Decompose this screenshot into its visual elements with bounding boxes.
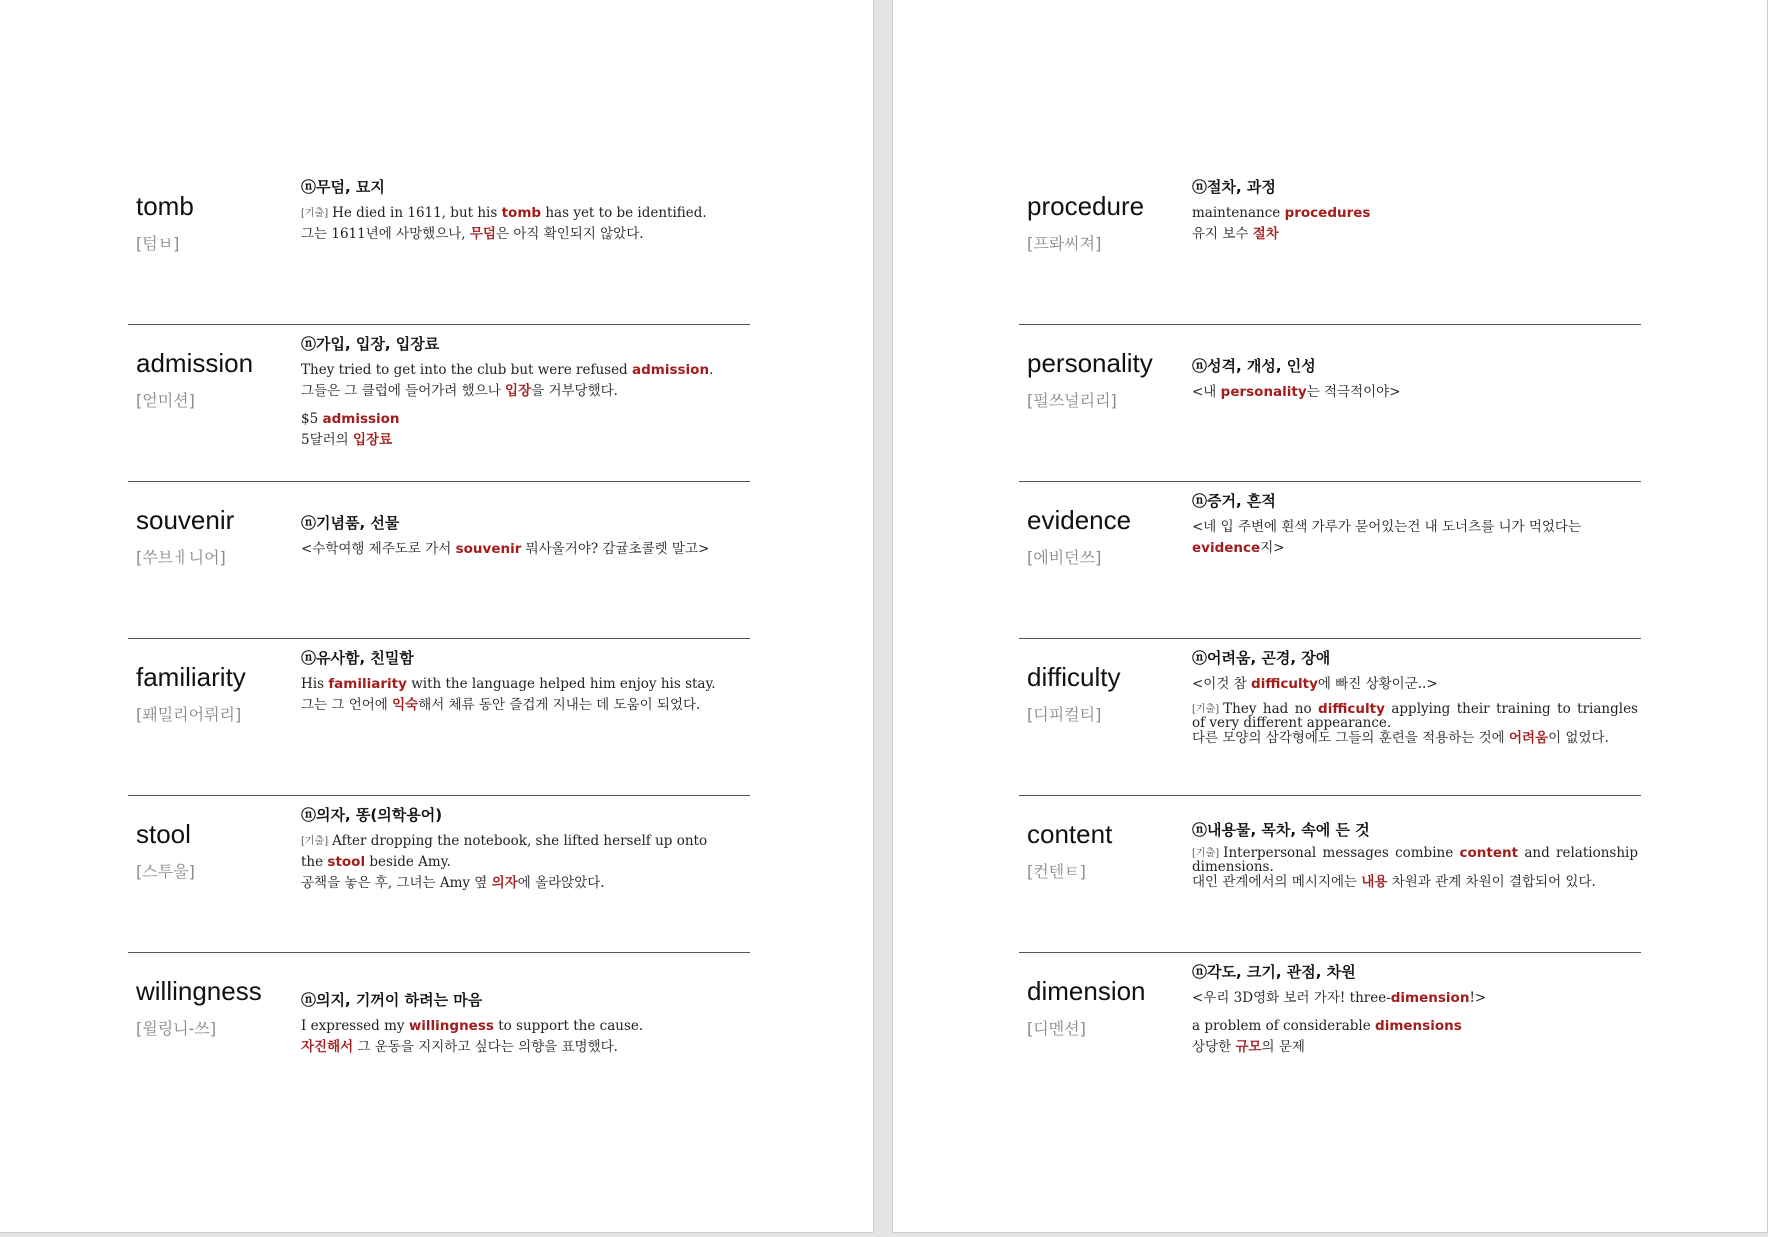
left-page: [0, 0, 874, 1233]
headword: willingness: [136, 976, 262, 1006]
highlighted-word: 자진해서: [301, 1038, 354, 1055]
example-line: [301, 695, 747, 716]
pronunciation: [얻미션]: [136, 390, 195, 410]
vocab-entry: [1019, 953, 1641, 1110]
example-text: has yet to be identified.: [541, 205, 707, 221]
headword: tomb: [136, 191, 194, 221]
vocab-entry: [1019, 482, 1641, 639]
meaning: ⓝ어려움, 곤경, 장애: [1192, 649, 1331, 667]
example-text: !>: [1469, 990, 1487, 1006]
meaning: ⓝ유사함, 친밀함: [301, 649, 414, 667]
word-column: [1027, 349, 1187, 411]
definition-column: [301, 989, 747, 1058]
pronunciation: [퐤밀리어뤼리]: [136, 704, 242, 724]
example-text: 다른 모양의 삼각형에도 그들의 훈련을 적용하는 것에: [1192, 730, 1509, 747]
pronunciation: [프롸씨져]: [1027, 233, 1102, 253]
highlighted-word: 절차: [1252, 225, 1279, 242]
example-text: 그는 1611년에 사망했으나,: [301, 225, 470, 242]
pronunciation: [에비던쓰]: [1027, 547, 1102, 567]
pronunciation: [윌링니-쓰]: [136, 1018, 217, 1038]
example-text: applying their training to triangles of very different appearance.: [1192, 700, 1638, 732]
headword: dimension: [1027, 976, 1146, 1006]
word-column: [136, 663, 296, 725]
pronunciation: [디멘션]: [1027, 1018, 1086, 1038]
example-line: [1192, 517, 1638, 538]
headword: difficulty: [1027, 662, 1121, 692]
source-tag: [기출]: [1192, 848, 1220, 859]
example-line: [301, 360, 747, 381]
example-line: [1192, 224, 1638, 245]
source-tag: [기출]: [301, 836, 329, 847]
meaning: ⓝ무덤, 묘지: [301, 178, 385, 196]
example-line: [301, 831, 747, 852]
definition-column: [301, 804, 747, 894]
headword: evidence: [1027, 505, 1132, 535]
definition-column: [1192, 819, 1638, 891]
definition-column: [301, 176, 747, 245]
example-text: 에 올라앉았다.: [517, 874, 605, 891]
example-text: 5달러의: [301, 431, 354, 448]
example-text: 상당한: [1192, 1038, 1236, 1055]
example-text: and relationship dimensions.: [1192, 845, 1638, 876]
meaning: ⓝ각도, 크기, 관점, 차원: [1192, 963, 1356, 981]
example-text: <네 입 주변에 흰색 가루가 묻어있는건 내 도너츠를 니가 먹었다는: [1192, 519, 1581, 535]
vocab-entry: [128, 639, 750, 796]
vocab-entry: [128, 953, 750, 1110]
meaning: ⓝ성격, 개성, 인성: [1192, 357, 1316, 375]
definition-column: [1192, 961, 1638, 1058]
example-text: <수학여행 제주도로 가서: [301, 541, 456, 557]
example-line: [1192, 382, 1638, 403]
word-column: [1027, 820, 1187, 882]
vocab-entry: [1019, 796, 1641, 953]
example-text: with the language helped him enjoy his stay.: [406, 676, 716, 692]
headword: procedure: [1027, 191, 1145, 221]
meaning: ⓝ기념품, 선물: [301, 514, 400, 532]
vocab-entry: [1019, 639, 1641, 796]
example-text: They had no: [1223, 700, 1319, 717]
definition-column: [301, 512, 747, 560]
example-line: [301, 224, 747, 245]
highlighted-word: 어려움: [1508, 730, 1549, 747]
meaning: ⓝ가입, 입장, 입장료: [301, 335, 440, 353]
headword: personality: [1027, 348, 1153, 378]
definition-column: [1192, 176, 1638, 245]
example-line: [1192, 1037, 1638, 1058]
pronunciation: [쑤브ㅔ니어]: [136, 547, 226, 567]
example-text: 지>: [1260, 539, 1285, 556]
example-text: <이것 참: [1192, 676, 1252, 692]
example-line: [301, 381, 747, 402]
highlighted-word: tomb: [501, 205, 542, 221]
example-line: [1192, 538, 1638, 559]
highlighted-word: admission: [632, 362, 710, 378]
highlighted-word: content: [1459, 845, 1519, 861]
vocab-entry: [128, 482, 750, 639]
example-text: $5: [301, 410, 323, 427]
example-text: After dropping the notebook, she lifted herself up onto: [332, 833, 708, 849]
example-line: [301, 203, 747, 224]
example-text: a problem of considerable: [1192, 1017, 1376, 1034]
vocab-entry: [128, 325, 750, 482]
highlighted-word: 의자: [491, 874, 518, 891]
highlighted-word: dimensions: [1375, 1017, 1462, 1034]
highlighted-word: procedures: [1284, 205, 1371, 221]
word-column: [1027, 192, 1187, 254]
example-text: 차원과 관계 차원이 결합되어 있다.: [1387, 874, 1596, 891]
example-text: 은 아직 확인되지 않았다.: [495, 225, 644, 242]
example-line: [301, 1037, 747, 1058]
example-line: [301, 539, 747, 560]
example-text: I expressed my: [301, 1018, 409, 1034]
example-text: 해서 체류 동안 즐겁게 지내는 데 도움이 되었다.: [418, 696, 701, 713]
highlighted-word: evidence: [1192, 539, 1261, 556]
definition-column: [301, 647, 747, 716]
example-text: 그는 그 언어에: [301, 696, 393, 713]
example-line: [301, 409, 747, 430]
highlighted-word: admission: [322, 410, 400, 427]
example-line: [301, 1016, 747, 1037]
example-text: 의 문제: [1261, 1038, 1305, 1055]
example-line: [1192, 674, 1638, 695]
example-text: <내: [1192, 384, 1221, 400]
vocab-entry: [128, 168, 750, 325]
highlighted-word: familiarity: [328, 676, 407, 692]
headword: admission: [136, 348, 254, 378]
vocab-entry: [128, 796, 750, 953]
right-page: [892, 0, 1768, 1233]
example-line: [1192, 203, 1638, 224]
highlighted-word: souvenir: [455, 541, 522, 557]
entry-list: [128, 168, 750, 1110]
example-text: 그들은 그 클럽에 들어가려 했으나: [301, 382, 506, 399]
headword: content: [1027, 819, 1113, 849]
definition-column: [301, 333, 747, 451]
word-column: [136, 977, 296, 1039]
word-column: [136, 349, 296, 411]
definition-column: [1192, 647, 1638, 746]
highlighted-word: 규모: [1235, 1038, 1262, 1055]
highlighted-word: 익숙: [392, 696, 419, 713]
word-column: [136, 820, 296, 882]
highlighted-word: 내용: [1361, 874, 1388, 891]
headword: stool: [136, 819, 191, 849]
example-text: 을 거부당했다.: [531, 382, 618, 399]
example-text: 뭐사올거야? 감귤초콜렛 말고>: [521, 541, 710, 557]
vocab-entry: [1019, 325, 1641, 482]
example-text: 는 적극적이야>: [1306, 384, 1401, 400]
highlighted-word: stool: [327, 853, 366, 870]
example-text: the: [301, 853, 328, 870]
example-text: maintenance: [1192, 205, 1285, 221]
example-line: [301, 674, 747, 695]
word-column: [136, 506, 296, 568]
highlighted-word: difficulty: [1251, 676, 1318, 692]
example-line: [301, 852, 747, 873]
meaning: ⓝ의자, 똥(의학용어): [301, 806, 443, 824]
meaning: ⓝ증거, 흔적: [1192, 492, 1276, 510]
example-text: 이 없었다.: [1548, 730, 1609, 747]
word-column: [1027, 506, 1187, 568]
entry-list: [1019, 168, 1641, 1110]
example-line: [301, 430, 747, 451]
example-text: 그 운동을 지지하고 싶다는 의향을 표명했다.: [353, 1038, 618, 1055]
word-column: [1027, 663, 1187, 725]
meaning: ⓝ내용물, 목차, 속에 든 것: [1192, 821, 1370, 839]
example-text: 대인 관계에서의 메시지에는: [1192, 874, 1362, 891]
highlighted-word: willingness: [408, 1018, 494, 1034]
pronunciation: [스투울]: [136, 861, 195, 881]
highlighted-word: 무덤: [469, 225, 496, 242]
pronunciation: [텀ㅂ]: [136, 233, 180, 253]
highlighted-word: 입장료: [353, 431, 393, 448]
vocab-entry: [1019, 168, 1641, 325]
example-text: 유지 보수: [1192, 225, 1253, 242]
source-tag: [기출]: [1192, 703, 1220, 715]
example-text: They tried to get into the club but were refused: [301, 362, 632, 378]
example-text: He died in 1611, but his: [332, 205, 502, 221]
word-column: [136, 192, 296, 254]
example-text: to support the cause.: [493, 1018, 644, 1034]
example-text: His: [301, 676, 329, 692]
pronunciation: [컨텐ㅌ]: [1027, 861, 1086, 881]
example-line: [1192, 731, 1638, 745]
source-tag: [기출]: [301, 208, 329, 219]
pronunciation: [디피컬티]: [1027, 704, 1102, 724]
example-line: [1192, 1016, 1638, 1037]
highlighted-word: 입장: [505, 382, 532, 399]
example-line: [1192, 988, 1638, 1009]
example-text: <우리 3D영화 보러 가자! three-: [1192, 990, 1391, 1006]
definition-column: [1192, 355, 1638, 403]
highlighted-word: difficulty: [1318, 700, 1385, 717]
headword: souvenir: [136, 505, 235, 535]
example-text: 에 빠진 상황이군..>: [1317, 676, 1438, 692]
highlighted-word: dimension: [1390, 990, 1470, 1006]
meaning: ⓝ의지, 기꺼이 하려는 마음: [301, 991, 483, 1009]
example-text: Interpersonal messages combine: [1223, 845, 1460, 861]
pronunciation: [펄쓰널리리]: [1027, 390, 1117, 410]
example-text: .: [709, 362, 714, 378]
word-column: [1027, 977, 1187, 1039]
example-line: [1192, 702, 1638, 730]
definition-column: [1192, 490, 1638, 559]
meaning: ⓝ절차, 과정: [1192, 178, 1276, 196]
headword: familiarity: [136, 662, 246, 692]
example-text: beside Amy.: [365, 853, 451, 870]
example-text: 공책을 놓은 후, 그녀는 Amy 옆: [301, 874, 492, 891]
example-line: [1192, 846, 1638, 874]
example-line: [1192, 875, 1638, 889]
example-line: [301, 873, 747, 894]
highlighted-word: personality: [1220, 384, 1307, 400]
